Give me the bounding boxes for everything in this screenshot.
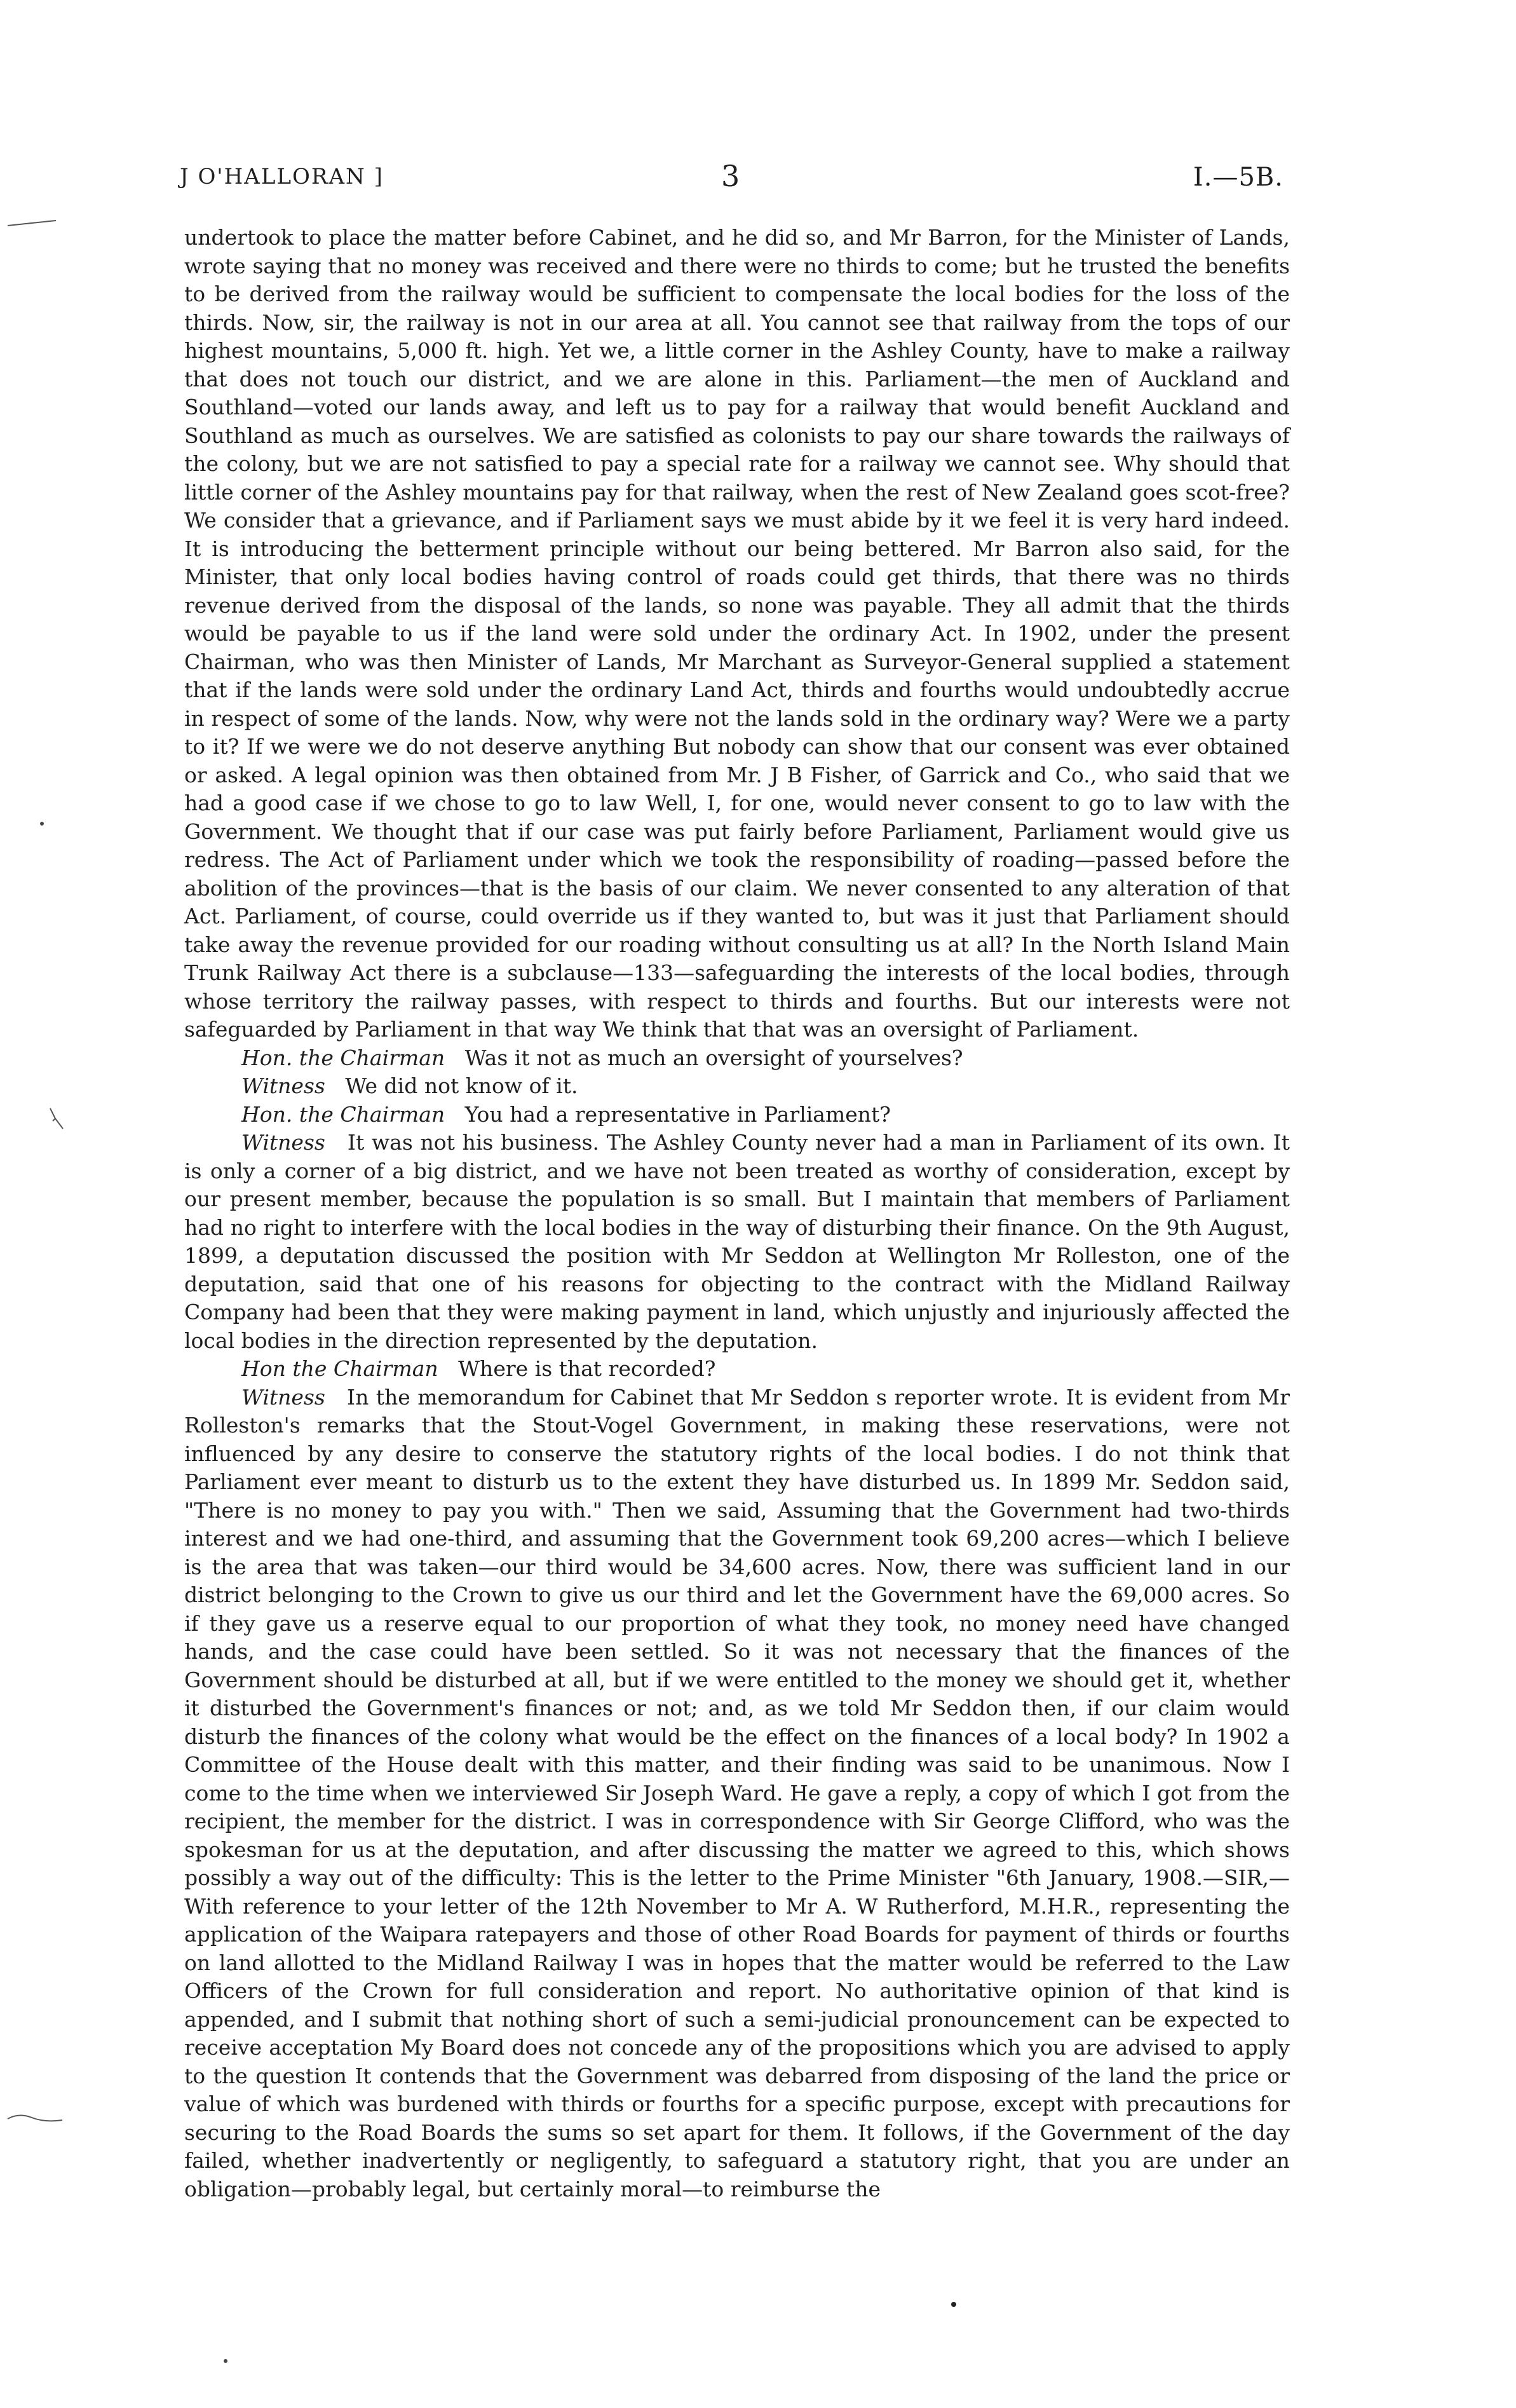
speaker-label: Witness	[241, 1130, 325, 1155]
paragraph-4	[184, 1101, 1290, 1129]
speaker-label: Hon the Chairman	[241, 1356, 438, 1381]
speaker-label: Witness	[241, 1073, 325, 1098]
paragraph-5	[184, 1129, 1290, 1355]
speaker-label: Hon. the Chairman	[241, 1101, 445, 1127]
paragraph-6	[184, 1355, 1290, 1384]
paragraph-4-text: You had a representative in Parliament?	[464, 1101, 891, 1127]
running-head-name: J O'HALLORAN ]	[180, 164, 384, 189]
speaker-label: Witness	[241, 1384, 325, 1410]
page-number: 3	[721, 159, 740, 193]
page-body	[184, 224, 1290, 2203]
paragraph-6-text: Where is that recorded?	[458, 1356, 716, 1381]
margin-scribble	[6, 2110, 64, 2125]
speck-dot	[222, 2358, 229, 2364]
paragraph-5-text: It was not his business. The Ashley County never had a man in Parliament of its own. It is only a corner of a big district, and we have not been treated as worthy of consideration, except by our present member, because the population is so small. But I maintain that members of Parliament had no right to interfere with the local bodies in the way of disturbing their finance. On the 9th August, 1899, a deputation discussed the position with Mr Seddon at Wellington Mr Rolleston, one of the deputation, said that one of his reasons for objecting to the contract with the Midland Railway Company had been that they were making payment in land, which unjustly and injuriously affected the local bodies in the direction represented by the deputation.	[184, 1130, 1290, 1353]
paragraph-2-text: Was it not as much an oversight of yourselves?	[464, 1045, 963, 1070]
margin-dot	[38, 820, 46, 827]
speaker-label: Hon. the Chairman	[241, 1045, 445, 1070]
page-header	[175, 159, 1283, 197]
paragraph-3-text: We did not know of it.	[345, 1073, 578, 1098]
margin-tick-mark	[48, 1106, 67, 1131]
paragraph-7-text: In the memorandum for Cabinet that Mr Seddon s reporter wrote. It is evident from Mr Rolleston's remarks that the Stout-Vogel Government, in making these reservations, were not influenced by any desire to conserve the statutory rights of the local bodies. I do not think that Parliament ever meant to disturb us to the extent they have disturbed us. In 1899 Mr. Seddon said, "There is no money to pay you with." Then we said, Assuming that the Government had two-thirds interest and we had one-third, and assuming that the Government took 69,200 acres—which I believe is the area that was taken—our third would be 34,600 acres. Now, there was sufficient land in our district belonging to the Crown to give us our third and let the Government have the 69,000 acres. So if they gave us a reserve equal to our proportion of what they took, no money need have changed hands, and the case could have been settled. So it was not necessary that the finances of the Government should be disturbed at all, but if we were entitled to the money we should get it, whether it disturbed the Government's finances or not; and, as we told Mr Seddon then, if our claim would disturb the finances of the colony what would be the effect on the finances of a local body? In 1902 a Committee of the House dealt with this matter, and their finding was said to be unanimous. Now I come to the time when we interviewed Sir Joseph Ward. He gave a reply, a copy of which I got from the recipient, the member for the district. I was in correspondence with Sir George Clifford, who was the spokesman for us at the deputation, and after discussing the matter we agreed to this, which shows possibly a way out of the difficulty: This is the letter to the Prime Minister "6th January, 1908.—SIR,—With reference to your letter of the 12th November to Mr A. W Rutherford, M.H.R., representing the application of the Waipara ratepayers and those of other Road Boards for payment of thirds or fourths on land allotted to the Midland Railway I was in hopes that the matter would be referred to the Law Officers of the Crown for full consideration and report. No authoritative opinion of that kind is appended, and I submit that nothing short of such a semi-judicial pronouncement can be expected to receive acceptation My Board does not concede any of the propositions which you are advised to apply to the question It contends that the Government was debarred from disposing of the land the price or value of which was burdened with thirds or fourths for a specific purpose, except with precautions for securing to the Road Boards the sums so set apart for them. It follows, if the Government of the day failed, whether inadvertently or negligently, to safeguard a statutory right, that you are under an obligation—probably legal, but certainly moral—to reimburse the	[184, 1384, 1290, 2201]
paragraph-2	[184, 1044, 1290, 1073]
speck-dot	[950, 2301, 958, 2308]
margin-pencil-stroke	[6, 219, 57, 227]
paragraph-1	[184, 224, 1290, 1044]
paragraph-3	[184, 1072, 1290, 1101]
document-reference: I.—5B.	[1193, 163, 1283, 192]
paragraph-1-text: undertook to place the matter before Cabinet, and he did so, and Mr Barron, for the Minister of Lands, wrote saying that no money was received and there were no thirds to come; but he trusted the benefits to be derived from the railway would be sufficient to compensate the local bodies for the loss of the thirds. Now, sir, the railway is not in our area at all. You cannot see that railway from the tops of our highest mountains, 5,000 ft. high. Yet we, a little corner in the Ashley County, have to make a railway that does not touch our district, and we are alone in this. Parliament—the men of Auckland and Southland—voted our lands away, and left us to pay for a railway that would benefit Auckland and Southland as much as ourselves. We are satisfied as colonists to pay our share towards the railways of the colony, but we are not satisfied to pay a special rate for a railway we cannot see. Why should that little corner of the Ashley mountains pay for that railway, when the rest of New Zealand goes scot-free? We consider that a grievance, and if Parliament says we must abide by it we feel it is very hard indeed. It is introducing the betterment principle without our being bettered. Mr Barron also said, for the Minister, that only local bodies having control of roads could get thirds, that there was no thirds revenue derived from the disposal of the lands, so none was payable. They all admit that the thirds would be payable to us if the land were sold under the ordinary Act. In 1902, under the present Chairman, who was then Minister of Lands, Mr Marchant as Surveyor-General supplied a statement that if the lands were sold under the ordinary Land Act, thirds and fourths would undoubtedly accrue in respect of some of the lands. Now, why were not the lands sold in the ordinary way? Were we a party to it? If we were we do not deserve anything But nobody can show that our consent was ever obtained or asked. A legal opinion was then obtained from Mr. J B Fisher, of Garrick and Co., who said that we had a good case if we chose to go to law Well, I, for one, would never consent to go to law with the Government. We thought that if our case was put fairly before Parliament, Parliament would give us redress. The Act of Parliament under which we took the responsibility of roading—passed before the abolition of the provinces—that is the basis of our claim. We never consented to any alteration of that Act. Parliament, of course, could override us if they wanted to, but was it just that Parliament should take away the revenue provided for our roading without consulting us at all? In the North Island Main Trunk Railway Act there is a subclause—133—safeguarding the interests of the local bodies, through whose territory the railway passes, with respect to thirds and fourths. But our interests were not safeguarded by Parliament in that way We think that that was an oversight of Parliament.	[184, 225, 1290, 1042]
paragraph-7	[184, 1384, 1290, 2204]
